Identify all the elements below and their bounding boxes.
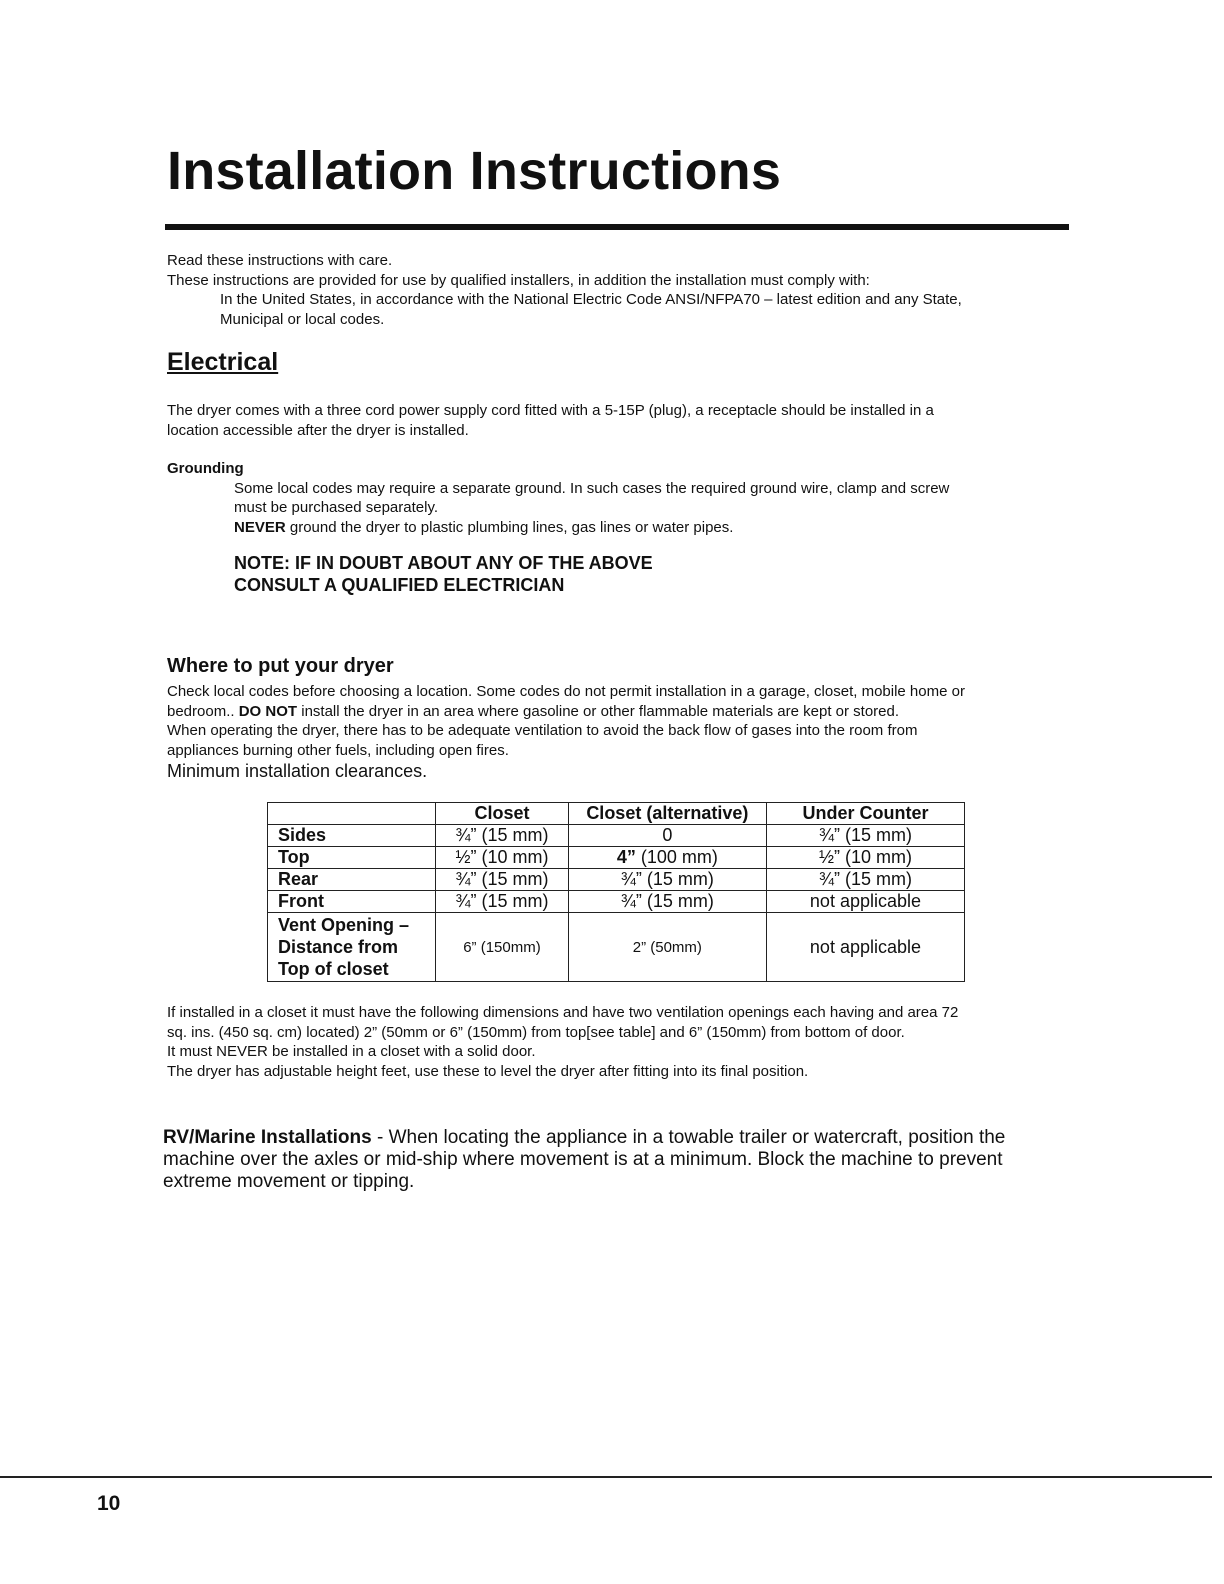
table-cell: ¾” (15 mm) <box>568 869 766 891</box>
row-label: Top <box>268 847 436 869</box>
table-header-row <box>268 803 965 825</box>
grounding-text-rest: ground the dryer to plastic plumbing lines, gas lines or water pipes. <box>285 518 734 536</box>
table-header: Closet (alternative) <box>568 803 766 825</box>
table-cell: not applicable <box>766 913 964 982</box>
table-cell-rest: (100 mm) <box>635 847 718 867</box>
grounding-section <box>167 459 1067 596</box>
intro-line: In the United States, in accordance with the National Electric Code ANSI/NFPA70 – latest edition and any State, <box>220 291 962 308</box>
closet-note: If installed in a closet it must have the following dimensions and have two ventilation openings each having and area 72 <box>167 1004 959 1021</box>
where-text-rest: install the dryer in an area where gasoline or other flammable materials are kept or stored. <box>297 702 900 720</box>
table-cell: ½” (10 mm) <box>766 847 964 869</box>
table-cell: ½” (10 mm) <box>436 847 568 869</box>
intro-line: Read these instructions with care. <box>167 252 393 269</box>
row-label-line: Distance from <box>278 937 399 957</box>
where-text: When operating the dryer, there has to be adequate ventilation to avoid the back flow of gases into the room from <box>167 722 918 739</box>
table-cell: ¾” (15 mm) <box>568 891 766 913</box>
closet-note: The dryer has adjustable height feet, use these to level the dryer after fitting into its final position. <box>167 1062 809 1080</box>
table-row <box>268 847 965 869</box>
never-emphasis: NEVER <box>234 518 286 536</box>
row-label: Front <box>268 891 436 913</box>
table-cell: ¾” (15 mm) <box>766 825 964 847</box>
electrical-text: location accessible after the dryer is installed. <box>167 421 469 439</box>
row-label <box>268 913 436 982</box>
row-label: Rear <box>268 869 436 891</box>
where-section <box>167 682 1067 782</box>
closet-note: sq. ins. (450 sq. cm) located) 2” (50mm or 6” (150mm) from top[see table] and 6” (150mm) from bottom of door. <box>167 1023 905 1041</box>
where-heading: Where to put your dryer <box>167 655 394 677</box>
table-row <box>268 869 965 891</box>
where-text-start: bedroom.. <box>167 702 239 720</box>
row-label: Sides <box>268 825 436 847</box>
page-title: Installation Instructions <box>167 141 782 201</box>
note-line: CONSULT A QUALIFIED ELECTRICIAN <box>234 575 565 595</box>
where-text: Check local codes before choosing a location. Some codes do not permit installation in a garage, closet, mobile home or <box>167 683 965 700</box>
grounding-text: must be purchased separately. <box>234 499 439 516</box>
electrical-text: The dryer comes with a three cord power supply cord fitted with a 5-15P (plug), a receptacle should be installed in a <box>167 402 934 419</box>
table-cell: ¾” (15 mm) <box>436 891 568 913</box>
do-not-emphasis: DO NOT <box>238 702 298 720</box>
table-row <box>268 891 965 913</box>
where-text: appliances burning other fuels, including open fires. <box>167 741 509 759</box>
row-label-line: Vent Opening – <box>278 915 410 935</box>
row-label-line: Top of closet <box>278 959 389 979</box>
table-cell <box>568 847 766 869</box>
table-cell-bold: 4” <box>616 847 636 867</box>
rv-marine-heading: RV/Marine Installations <box>163 1127 372 1148</box>
title-divider <box>165 224 1069 230</box>
table-cell: ¾” (15 mm) <box>766 869 964 891</box>
table-header <box>268 803 436 825</box>
electrical-section <box>167 401 1067 440</box>
table-cell: not applicable <box>766 891 964 913</box>
closet-notes <box>167 1003 1067 1081</box>
page-number: 10 <box>97 1492 121 1515</box>
table-cell: 0 <box>568 825 766 847</box>
table-cell: ¾” (15 mm) <box>436 869 568 891</box>
electrical-heading: Electrical <box>167 348 279 376</box>
where-text <box>167 702 1067 722</box>
table-row <box>268 913 965 982</box>
table-header: Under Counter <box>766 803 964 825</box>
table-row <box>268 825 965 847</box>
rv-marine-text: - When locating the appliance in a towable trailer or watercraft, position the machine over the axles or mid-ship where movement is at a minimum. Block the machine to prevent extreme movement or tipping. <box>163 1127 1006 1192</box>
clearances-table <box>267 802 965 982</box>
grounding-text: Some local codes may require a separate ground. In such cases the required ground wire, clamp and screw <box>234 479 950 497</box>
min-clearances-label: Minimum installation clearances. <box>167 761 428 781</box>
table-cell: ¾” (15 mm) <box>436 825 568 847</box>
intro-line: These instructions are provided for use by qualified installers, in addition the installation must comply with: <box>167 271 870 289</box>
footer-divider <box>0 1476 1212 1478</box>
intro-line: Municipal or local codes. <box>220 310 385 328</box>
table-cell: 6” (150mm) <box>436 913 568 982</box>
intro-section <box>167 251 1067 329</box>
rv-marine-section <box>163 1127 1043 1193</box>
closet-note: It must NEVER be installed in a closet with a solid door. <box>167 1043 536 1060</box>
note-line: NOTE: IF IN DOUBT ABOUT ANY OF THE ABOVE <box>234 553 653 573</box>
grounding-heading: Grounding <box>167 460 244 477</box>
table-cell: 2” (50mm) <box>568 913 766 982</box>
table-header: Closet <box>436 803 568 825</box>
grounding-text <box>167 518 1067 538</box>
